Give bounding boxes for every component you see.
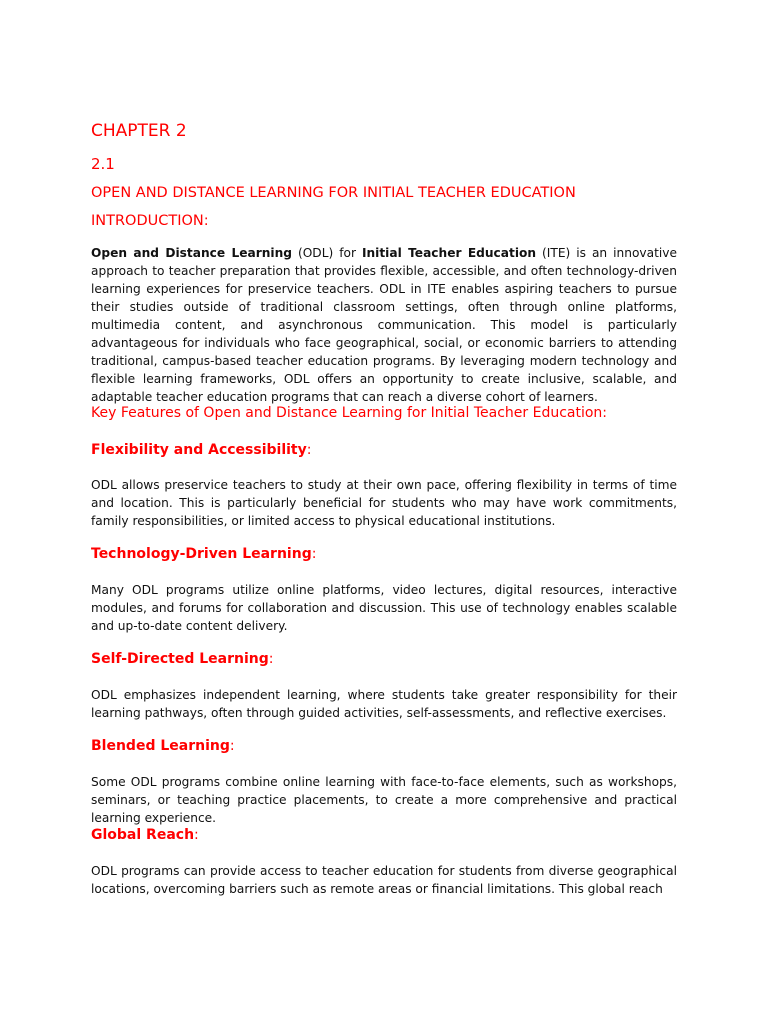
feature-text-flexibility: ODL allows preservice teachers to study at their own pace, offering flexibility in terms of time and location. This is particularly beneficial for students who may have work commitments, family responsibilities, or limited access to physical educational institutions. [91,478,677,528]
feature-heading-flexibility [91,440,311,460]
feature-text-global-reach: ODL programs can provide access to teacher education for students from diverse geographical locations, overcoming barriers such as remote areas or financial limitations. This global reach [91,864,677,896]
term-odl: Open and Distance Learning [91,246,292,260]
feature-colon: : [194,827,199,843]
feature-heading-blended [91,736,235,756]
feature-heading-global-reach [91,825,199,845]
feature-title: Self-Directed Learning [91,651,269,667]
document-page [91,0,677,1024]
section-number: 2.1 [91,155,115,173]
feature-colon: : [311,546,317,562]
feature-title: Technology-Driven Learning [91,546,312,562]
feature-heading-self-directed [91,649,273,669]
feature-text-blended: Some ODL programs combine online learning with face-to-face elements, such as workshops, seminars, or teaching practice placements, to create a more comprehensive and practical learning experience. [91,775,677,825]
feature-text-self-directed: ODL emphasizes independent learning, where students take greater responsibility for their learning pathways, often through guided activities, self-assessments, and reflective exercises. [91,688,677,720]
feature-title: Global Reach [91,827,195,843]
introduction-paragraph [91,244,677,406]
feature-colon: : [268,651,274,667]
feature-text-technology: Many ODL programs utilize online platforms, video lectures, digital resources, interactive modules, and forums for collaboration and discussion. This use of technology enables scalable and up-to-date content delivery. [91,583,677,633]
section-title: OPEN AND DISTANCE LEARNING FOR INITIAL TEACHER EDUCATION [91,185,576,201]
feature-title: Blended Learning [91,738,230,754]
introduction-heading: INTRODUCTION: [91,213,209,229]
feature-heading-technology [91,544,316,564]
feature-colon: : [229,738,235,754]
intro-text-1: (ODL) for [291,246,362,260]
key-features-heading: Key Features of Open and Distance Learning for Initial Teacher Education: [91,405,608,421]
feature-title: Flexibility and Accessibility [91,442,307,458]
chapter-heading: CHAPTER 2 [91,121,187,141]
term-ite: Initial Teacher Education [361,246,537,260]
feature-colon: : [306,442,312,458]
intro-text-2: (ITE) is an innovative approach to teacher preparation that provides flexible, accessible, and often technology-driven learning experiences for preservice teachers. ODL in ITE enables aspiring teachers to pursue their studies outside of traditional classroom settings, often through online platforms, multimedia content, and asynchronous communication. This model is particularly advantageous for individuals who face geographical, social, or economic barriers to attending traditional, campus-based teacher education programs. By leveraging modern technology and flexible learning frameworks, ODL offers an opportunity to create inclusive, scalable, and adaptable teacher education programs that can reach a diverse cohort of learners. [91,246,677,404]
